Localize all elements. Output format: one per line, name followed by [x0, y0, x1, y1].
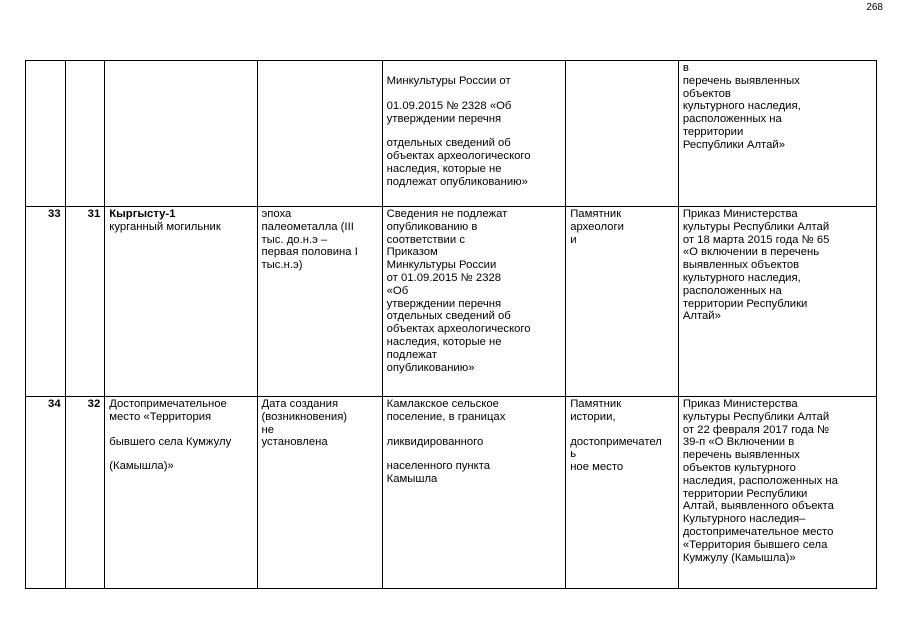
text-line: достопримечательное место [682, 525, 834, 538]
text-line: Алтай, выявленного объекта [682, 500, 834, 513]
text-line: наследия, которые не [386, 335, 502, 348]
text-line: тыс. до.н.э – [261, 233, 328, 246]
text-line: первая половина I [261, 246, 358, 259]
table-row-continued [26, 61, 877, 207]
text-line: Приказом [386, 246, 438, 259]
text-line [109, 424, 252, 436]
text-line: Алтай» [682, 310, 721, 323]
text-line: перечень выявленных [682, 74, 800, 87]
text-line: населенного пункта [386, 460, 491, 473]
text-line: от 22 февраля 2017 года № [682, 423, 830, 436]
text-line: Минкультуры России от [386, 75, 511, 87]
text-line: отдельных сведений об [386, 310, 511, 323]
text-line: культуры Республики Алтай [682, 220, 830, 233]
text-line [387, 448, 562, 460]
text-line: достопримечател [570, 435, 662, 448]
text-line: бывшего села Кумжулу [109, 435, 232, 448]
text-line: объектов культурного [682, 461, 796, 474]
row-number: 33 [26, 207, 66, 397]
cell-empty [257, 61, 382, 207]
object-number: 32 [65, 397, 105, 589]
text-line [387, 424, 562, 436]
text-line: ликвидированного [386, 435, 484, 448]
text-line: утверждении перечня [386, 112, 502, 125]
text-line: палеометалла (III [261, 220, 354, 233]
text-line: культурного наследия, [682, 100, 801, 113]
text-line: ное место [570, 461, 624, 474]
text-line: отдельных сведений об [386, 137, 511, 150]
text-line: наследия, которые не [386, 162, 502, 175]
text-line: от 18 марта 2015 года № 65 [682, 233, 830, 246]
text-line: 01.09.2015 № 2328 «Об [386, 99, 512, 112]
cell-type [566, 397, 679, 589]
cell-empty [65, 61, 105, 207]
text-line [109, 448, 252, 460]
text-line: расположенных на [682, 113, 782, 126]
text-line: Достопримечательное [109, 398, 227, 410]
text-line: Приказ Министерства [682, 398, 798, 410]
text-line: территории [682, 125, 744, 138]
text-line: (возникновения) [261, 410, 348, 423]
text-line: культуры Республики Алтай [682, 410, 830, 423]
text-line: археологи [570, 220, 624, 233]
text-line: культурного наследия, [682, 271, 801, 284]
text-line: Культурного наследия– [682, 513, 806, 526]
text-line: от 01.09.2015 № 2328 [386, 271, 502, 284]
text-line: истории, [570, 410, 616, 423]
text-line [387, 125, 562, 137]
text-line: установлена [261, 436, 328, 449]
text-line: расположенных на [682, 284, 782, 297]
text-line: Кумжулу (Камышла)» [682, 551, 796, 564]
text-line: ь [570, 448, 577, 461]
table-row [26, 397, 877, 589]
object-name: Кыргысту-1 [109, 208, 176, 220]
text-line: выявленных объектов [682, 259, 800, 272]
text-line: опубликованию в [386, 220, 478, 233]
text-line: соответствии с [386, 233, 465, 246]
cell-dating [257, 397, 382, 589]
text-line: «О включении в перечень [682, 246, 820, 259]
cell-document [678, 61, 876, 207]
text-line: объектов [682, 87, 731, 100]
text-line: поселение, в границах [386, 410, 506, 423]
text-line: объектах археологического [386, 323, 531, 336]
heritage-register-table [25, 60, 877, 589]
text-line: (Камышла)» [109, 460, 174, 473]
cell-type [566, 207, 679, 397]
text-line: не [261, 423, 275, 436]
cell-empty [26, 61, 66, 207]
text-line: Приказ Министерства [682, 208, 798, 220]
text-line: «Территория бывшего села [682, 538, 828, 551]
text-line: и [570, 233, 577, 246]
text-line [387, 88, 562, 100]
object-number: 31 [65, 207, 105, 397]
cell-location [382, 397, 566, 589]
cell-location [382, 61, 566, 207]
text-line: Памятник [570, 398, 622, 410]
text-line: Минкультуры России [386, 259, 497, 272]
table-row [26, 207, 877, 397]
text-line: Памятник [570, 208, 622, 220]
object-kind: курганный могильник [109, 220, 221, 233]
text-line: в [682, 62, 689, 74]
text-line: Сведения не подлежат [386, 208, 508, 220]
cell-object-name [105, 207, 257, 397]
text-line: тыс.н.э) [261, 259, 303, 272]
row-number: 34 [26, 397, 66, 589]
text-line: Республики Алтай» [682, 138, 785, 151]
text-line: территории Республики [682, 487, 808, 500]
text-line: подлежат [386, 348, 437, 361]
cell-document [678, 207, 876, 397]
page-number: 268 [866, 2, 883, 13]
text-line: Камышла [386, 473, 438, 486]
text-line: утверждении перечня [386, 297, 502, 310]
cell-empty [566, 61, 679, 207]
text-line: территории Республики [682, 297, 808, 310]
text-line [570, 424, 674, 436]
text-line: эпоха [261, 208, 292, 220]
text-line: место «Территория [109, 410, 212, 423]
cell-dating [257, 207, 382, 397]
text-line: Камлакское сельское [386, 398, 499, 410]
cell-location [382, 207, 566, 397]
text-line: «Об [386, 284, 409, 297]
cell-object-name [105, 397, 257, 589]
cell-document [678, 397, 876, 589]
text-line: опубликованию» [386, 361, 475, 374]
text-line: 39-п «О Включении в [682, 436, 795, 449]
text-line: объектах археологического [386, 150, 531, 163]
text-line: перечень выявленных [682, 449, 800, 462]
text-line: наследия, расположенных на [682, 474, 838, 487]
text-line: Дата создания [261, 398, 339, 410]
cell-empty [105, 61, 257, 207]
text-line: подлежат опубликованию» [386, 175, 528, 188]
